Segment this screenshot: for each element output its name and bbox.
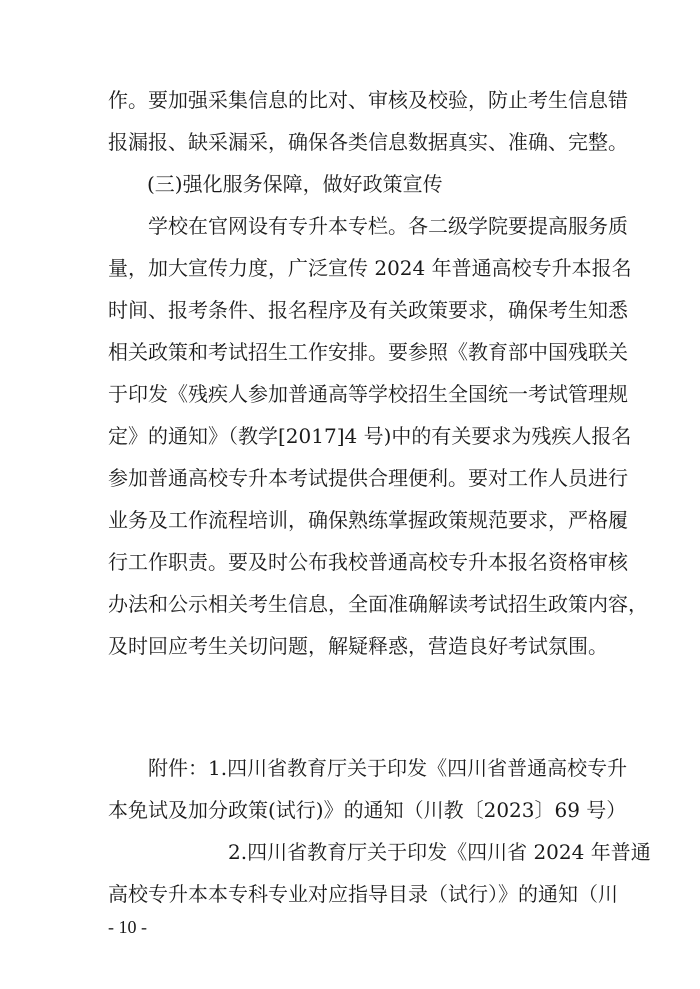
paragraph-line: 报漏报、缺采漏采，确保各类信息数据真实、准确、完整。 [108, 130, 628, 154]
paragraph-line: 办法和公示相关考生信息，全面准确解读考试招生政策内容， [108, 592, 648, 616]
paragraph-line: 参加普通高校专升本考试提供合理便利。要对工作人员进行 [108, 466, 628, 490]
paragraph-line: 学校在官网设有专升本专栏。各二级学院要提高服务质 [148, 214, 628, 238]
paragraph-line: 量，加大宣传力度，广泛宣传 2024 年普通高校专升本报名 [108, 256, 632, 280]
paragraph-line: 相关政策和考试招生工作安排。要参照《教育部中国残联关 [108, 340, 628, 364]
paragraph-line: 时间、报考条件、报名程序及有关政策要求，确保考生知悉 [108, 298, 628, 322]
paragraph-line: 业务及工作流程培训，确保熟练掌握政策规范要求，严格履 [108, 508, 628, 532]
attachment-line: 2.四川省教育厅关于印发《四川省 2024 年普通 [228, 840, 651, 864]
paragraph-line: 及时回应考生关切问题，解疑释惑，营造良好考试氛围。 [108, 634, 608, 658]
paragraph-line: 作。要加强采集信息的比对、审核及校验，防止考生信息错 [108, 88, 628, 112]
paragraph-line: 于印发《残疾人参加普通高等学校招生全国统一考试管理规 [108, 382, 628, 406]
page-number: - 10 - [108, 917, 147, 937]
attachment-line: 附件：1.四川省教育厅关于印发《四川省普通高校专升 [148, 756, 628, 780]
attachment-line: 高校专升本本专科专业对应指导目录（试行）》的通知（川 [108, 882, 618, 906]
paragraph-line: 行工作职责。要及时公布我校普通高校专升本报名资格审核 [108, 550, 628, 574]
section-heading: (三)强化服务保障，做好政策宣传 [147, 172, 443, 196]
attachment-line: 本免试及加分政策(试行)》的通知（川教〔2023〕69 号） [108, 798, 627, 822]
paragraph-line: 定》的通知》（教学[2017]4 号)中的有关要求为残疾人报名 [108, 424, 632, 448]
